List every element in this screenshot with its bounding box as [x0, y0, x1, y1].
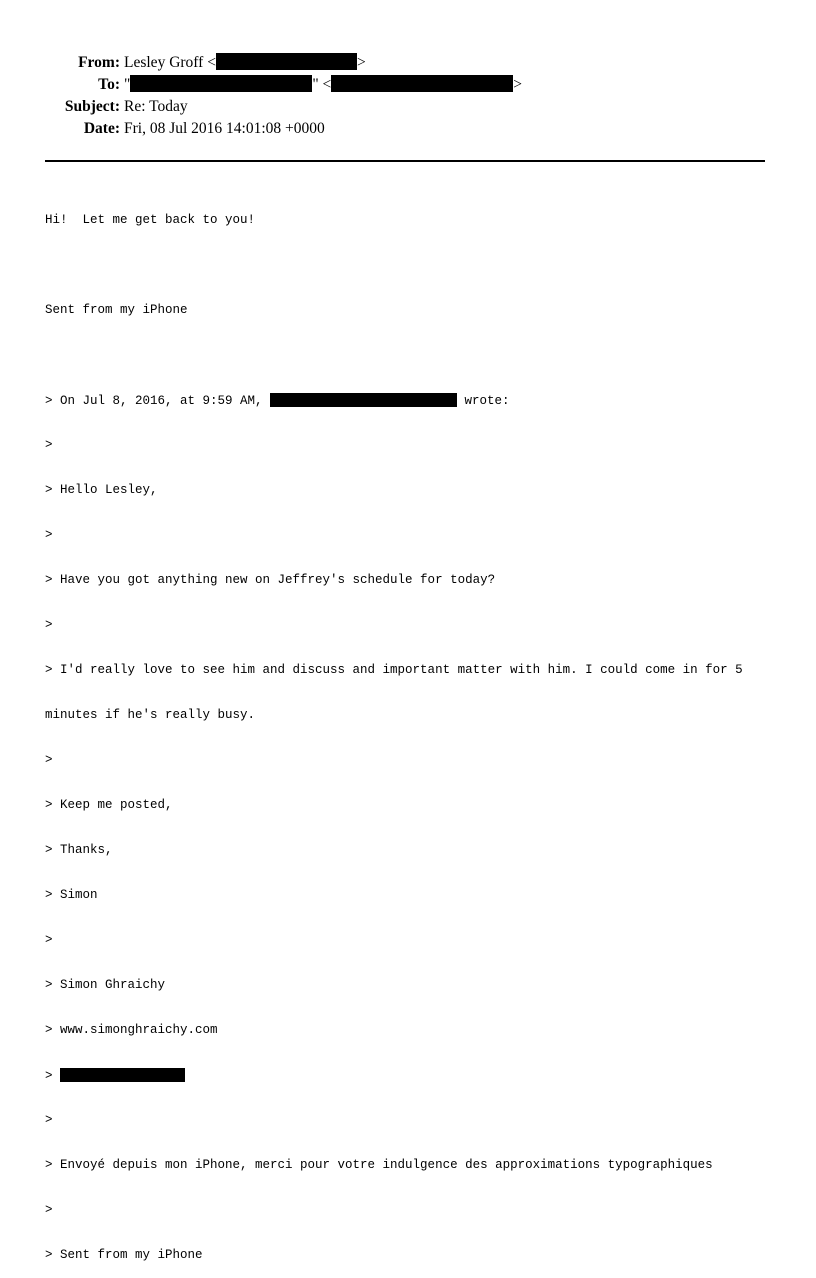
date-row: [0, 118, 816, 140]
from-label: From:: [78, 54, 120, 71]
quote-blank: >: [45, 438, 53, 452]
reply-signature: Sent from my iPhone: [45, 303, 188, 317]
quote-redacted-line: [45, 1068, 775, 1083]
quote-intro-prefix: > On Jul 8, 2016, at 9:59 AM,: [45, 394, 271, 408]
quote-intro-suffix: wrote:: [457, 394, 510, 408]
email-header: [0, 52, 816, 140]
quote-blank: >: [45, 1203, 53, 1217]
quote-request-line-1: > I'd really love to see him and discuss and important matter with him. I could come in for 5: [45, 663, 743, 677]
to-middle: " <: [312, 76, 332, 93]
quote-thanks: > Thanks,: [45, 843, 113, 857]
to-row: [0, 74, 816, 96]
subject-label: Subject:: [64, 98, 120, 115]
header-divider: [45, 160, 765, 162]
redacted-phone: [60, 1068, 185, 1082]
from-close: >: [356, 54, 366, 71]
quote-french-signature: > Envoyé depuis mon iPhone, merci pour votre indulgence des approximations typographiques: [45, 1158, 713, 1172]
reply-line: Hi! Let me get back to you!: [45, 213, 256, 227]
date-value: Fri, 08 Jul 2016 14:01:08 +0000: [124, 120, 325, 137]
quote-website: > www.simonghraichy.com: [45, 1023, 218, 1037]
quote-marker: >: [45, 1069, 61, 1083]
email-body: [45, 183, 775, 1278]
quote-keep-posted: > Keep me posted,: [45, 798, 173, 812]
quote-sign-name: > Simon: [45, 888, 98, 902]
quote-blank: >: [45, 933, 53, 947]
redacted-sender: [270, 393, 457, 407]
from-row: [0, 52, 816, 74]
to-label: To:: [98, 76, 120, 93]
quote-blank: >: [45, 753, 53, 767]
subject-value: Re: Today: [124, 98, 188, 115]
quote-full-name: > Simon Ghraichy: [45, 978, 166, 992]
subject-row: [0, 96, 816, 118]
from-name: Lesley Groff <: [124, 54, 216, 71]
quote-blank: >: [45, 618, 53, 632]
to-close: >: [513, 76, 523, 93]
quote-request-line-2: minutes if he's really busy.: [45, 708, 256, 722]
quote-intro: [45, 393, 775, 408]
to-open-quote: ": [124, 76, 131, 93]
redacted-to-name: [130, 75, 312, 92]
from-value: [120, 52, 366, 74]
quote-blank: >: [45, 528, 53, 542]
redacted-to-email: [331, 75, 513, 92]
quote-blank: >: [45, 1113, 53, 1127]
quote-question: > Have you got anything new on Jeffrey's schedule for today?: [45, 573, 496, 587]
to-value: [120, 74, 522, 96]
redacted-from-email: [216, 53, 357, 70]
quote-signature: > Sent from my iPhone: [45, 1248, 203, 1262]
date-label: Date:: [83, 120, 120, 137]
quote-greeting: > Hello Lesley,: [45, 483, 158, 497]
